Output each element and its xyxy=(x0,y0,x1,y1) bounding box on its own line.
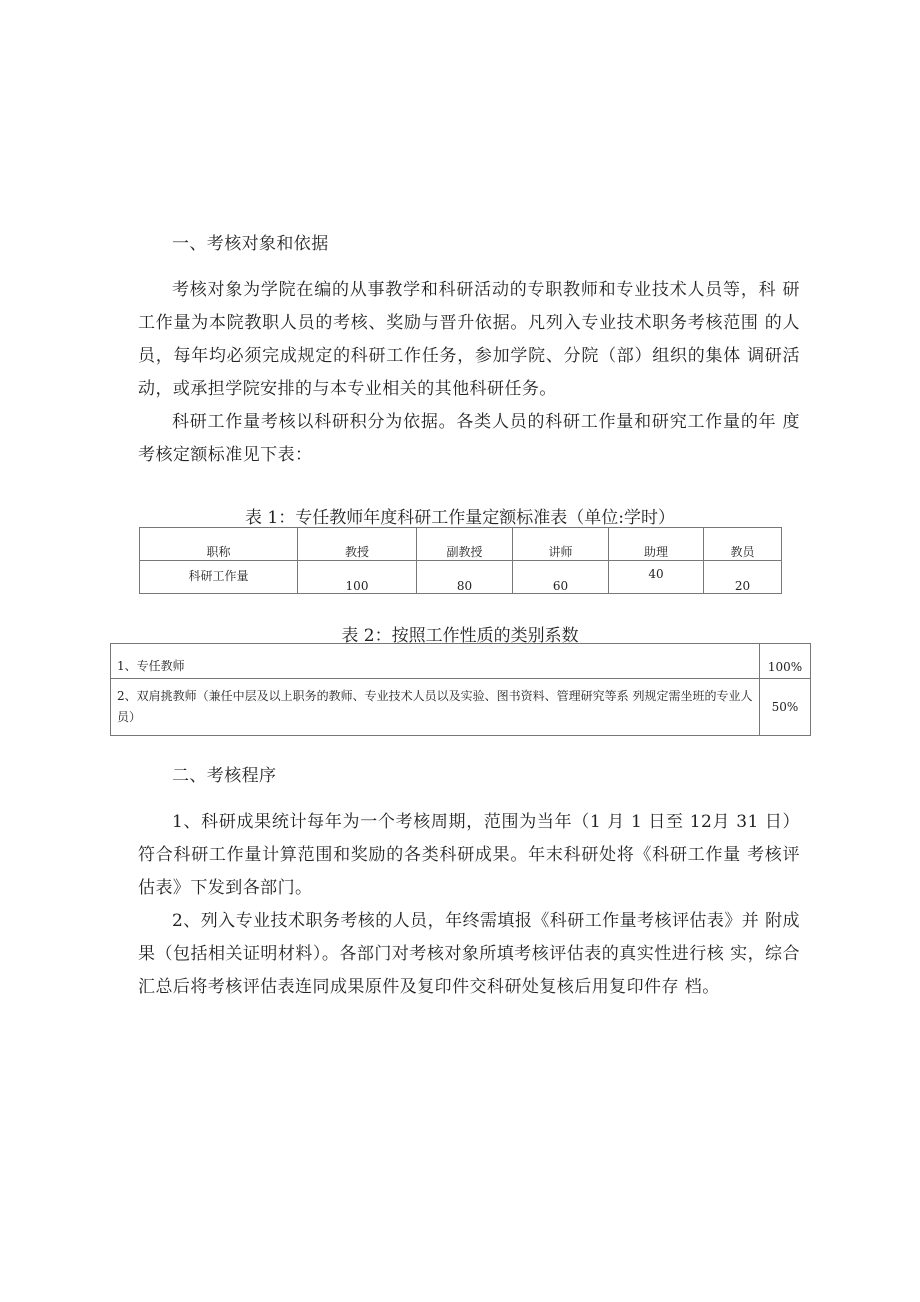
section1-heading: 一、考核对象和依据 xyxy=(172,234,329,254)
table1-header: 教授 xyxy=(298,528,417,561)
section2-heading: 二、考核程序 xyxy=(172,766,277,786)
table1-header: 教员 xyxy=(704,528,782,561)
table2-row xyxy=(111,644,811,679)
table1-cell: 科研工作量 xyxy=(140,561,298,594)
table1-cell: 20 xyxy=(704,561,782,594)
table2-coef: 100% xyxy=(760,644,811,679)
section2-paragraph-1: 1、科研成果统计每年为一个考核周期，范围为当年（1 月 1 日至 12月 31 日）符合科研工作量计算范围和奖励的各类科研成果。年末科研处将《科研工作量 考核评估表》下发到各部门。 xyxy=(138,812,800,898)
table1-header: 讲师 xyxy=(513,528,609,561)
table2-row xyxy=(111,679,811,736)
table1-row xyxy=(140,561,782,594)
table1-header: 助理 xyxy=(609,528,704,561)
table2-type: 2、双肩挑教师（兼任中层及以上职务的教师、专业技术人员以及实验、图书资料、管理研究等系 列规定需坐班的专业人员） xyxy=(111,679,760,736)
table2-type: 1、专任教师 xyxy=(111,644,760,679)
table1-cell: 80 xyxy=(417,561,513,594)
section2-paragraph-2: 2、列入专业技术职务考核的人员，年终需填报《科研工作量考核评估表》并 附成果（包括相关证明材料）。各部门对考核对象所填考核评估表的真实性进行核 实，综合汇总后将考核评估表连同成果原件及复印件交科研处复核后用复印件存 档。 xyxy=(138,911,800,997)
table1-cell: 100 xyxy=(298,561,417,594)
section1-paragraph-2: 科研工作量考核以科研积分为依据。各类人员的科研工作量和研究工作量的年 度考核定额标准见下表： xyxy=(138,412,800,465)
table2-caption: 表 2：按照工作性质的类别系数 xyxy=(341,626,579,646)
table1 xyxy=(139,527,782,594)
table1-header-row xyxy=(140,528,782,561)
table1-header: 副教授 xyxy=(417,528,513,561)
table2-coef: 50% xyxy=(760,679,811,736)
table2 xyxy=(110,643,811,736)
table1-cell: 40 xyxy=(609,561,704,594)
table1-header: 职称 xyxy=(140,528,298,561)
section1-paragraph-1: 考核对象为学院在编的从事教学和科研活动的专职教师和专业技术人员等，科 研工作量为本院教职人员的考核、奖励与晋升依据。凡列入专业技术职务考核范围 的人员，每年均必须完成规定的科研工作任务，参加学院、分院（部）组织的集体 调研活动，或承担学院安排的与本专业相关的其他科研任务。 xyxy=(138,280,800,399)
table1-caption: 表 1：专任教师年度科研工作量定额标准表（单位:学时） xyxy=(245,508,675,528)
table1-cell: 60 xyxy=(513,561,609,594)
